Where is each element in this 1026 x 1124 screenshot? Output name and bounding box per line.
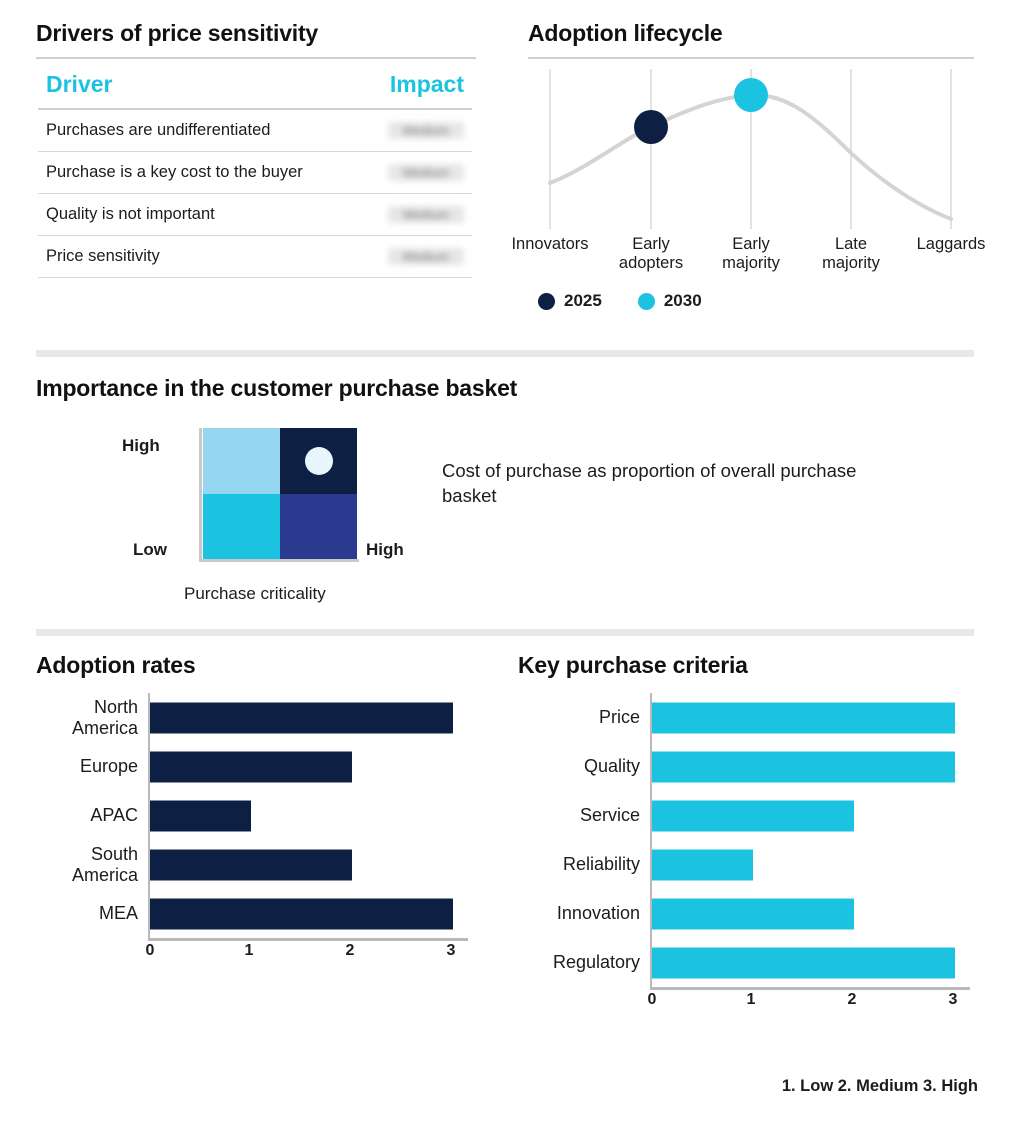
drivers-title-rule: [36, 57, 476, 59]
lifecycle-axis-labels: [511, 235, 986, 283]
bar-category-label: Europe: [79, 756, 138, 776]
bar-track: [148, 791, 468, 840]
criteria-scale-note: 1. Low 2. Medium 3. High: [781, 1077, 978, 1095]
bar-track: [148, 840, 468, 889]
legend-dot-icon: [638, 293, 655, 310]
marker-2025: [634, 110, 668, 144]
bar-fill: [652, 849, 753, 880]
drivers-title: Drivers of price sensitivity: [36, 20, 319, 46]
criteria-title: Key purchase criteria: [518, 652, 748, 678]
adoption-axis-scale: [145, 938, 468, 964]
bar-category-label: South America: [71, 843, 138, 885]
bar-track: [650, 742, 970, 791]
matrix-label-y-high: High: [122, 436, 160, 455]
drivers-section: [36, 20, 476, 278]
matrix-label-y-low: Low: [133, 540, 167, 559]
impact-value-blurred: Medium: [388, 248, 464, 265]
bar-row: [518, 742, 978, 791]
bar-category-label: Innovation: [556, 903, 640, 923]
bar-category-label: Reliability: [562, 854, 640, 874]
adoption-rates-section: [36, 652, 486, 964]
bar-row: [36, 742, 486, 791]
drivers-table: [38, 65, 472, 278]
bar-track: [650, 791, 970, 840]
bar-row: [518, 938, 978, 987]
bar-track: [650, 938, 970, 987]
bar-track: [148, 693, 468, 742]
impact-value-blurred: Medium: [388, 206, 464, 223]
axis-baseline: [650, 987, 970, 990]
criteria-chart: [518, 693, 978, 1013]
importance-section: [36, 375, 974, 628]
section-divider-bottom: [36, 629, 974, 636]
bar-fill: [652, 947, 955, 978]
legend-item-2030: [638, 291, 702, 311]
table-row: [38, 194, 472, 236]
adoption-lifecycle-section: [511, 20, 986, 311]
legend-label: 2030: [663, 291, 702, 310]
driver-cell: Price sensitivity: [38, 236, 361, 278]
axis-tick-label: 0: [145, 942, 155, 959]
bar-fill: [150, 849, 352, 880]
impact-cell: [361, 236, 472, 278]
axis-tick-label: 1: [244, 942, 254, 959]
matrix-label-x-high: High: [366, 540, 404, 559]
table-header-row: [38, 65, 472, 109]
axis-tick-label: 0: [647, 991, 657, 1008]
bar-row: [36, 791, 486, 840]
driver-cell: Purchase is a key cost to the buyer: [38, 152, 361, 194]
impact-cell: [361, 194, 472, 236]
adoption-axis: [36, 938, 486, 964]
matrix-y-axis: [199, 428, 202, 562]
bar-track: [650, 693, 970, 742]
lifecycle-title-rule: [528, 57, 974, 59]
importance-title: Importance in the customer purchase basket: [36, 375, 518, 401]
bar-category-label: APAC: [90, 805, 138, 825]
bar-fill: [652, 702, 955, 733]
matrix-cell-high-low: [203, 428, 280, 494]
column-header-impact: Impact: [361, 65, 472, 109]
column-header-driver: Driver: [38, 65, 361, 109]
lifecycle-label-late-majority: Late majority: [822, 235, 880, 272]
lifecycle-legend: [528, 291, 974, 311]
bar-category-label: North America: [71, 696, 138, 738]
impact-value-blurred: Medium: [388, 122, 464, 139]
bar-fill: [150, 702, 453, 733]
bar-fill: [150, 800, 251, 831]
table-row: [38, 109, 472, 152]
bar-fill: [150, 751, 352, 782]
matrix-cell-high-high: [280, 428, 357, 494]
bar-row: [518, 840, 978, 889]
axis-baseline: [148, 938, 468, 941]
legend-label: 2025: [564, 291, 602, 310]
bar-row: [518, 791, 978, 840]
axis-tick-label: 2: [847, 991, 857, 1008]
criteria-axis-scale: [647, 987, 970, 1013]
bar-fill: [150, 898, 453, 929]
matrix-marker-dot-icon: [305, 447, 333, 475]
bar-track: [148, 889, 468, 938]
bar-fill: [652, 800, 854, 831]
lifecycle-chart: [528, 63, 974, 235]
bar-row: [518, 889, 978, 938]
importance-note: Cost of purchase as proportion of overall purchase basket: [442, 460, 857, 506]
lifecycle-svg: [528, 63, 974, 235]
matrix-x-axis: [199, 559, 359, 562]
table-row: [38, 236, 472, 278]
importance-matrix-wrap: [36, 428, 974, 628]
bar-track: [650, 889, 970, 938]
matrix-x-axis-title: Purchase criticality: [184, 584, 326, 603]
bar-track: [148, 742, 468, 791]
adoption-rates-chart: [36, 693, 486, 964]
bar-category-label: Quality: [583, 756, 640, 776]
lifecycle-label-innovators: Innovators: [511, 235, 589, 253]
impact-cell: [361, 152, 472, 194]
bar-row: [518, 693, 978, 742]
axis-tick-label: 1: [746, 991, 756, 1008]
legend-item-2025: [538, 291, 602, 311]
legend-dot-icon: [538, 293, 555, 310]
table-row: [38, 152, 472, 194]
section-divider-top: [36, 350, 974, 357]
bar-row: [36, 693, 486, 742]
bar-category-label: Price: [598, 707, 640, 727]
bar-row: [36, 840, 486, 889]
lifecycle-title: Adoption lifecycle: [528, 20, 723, 46]
bar-row: [36, 889, 486, 938]
bar-fill: [652, 751, 955, 782]
lifecycle-label-early-majority: Early majority: [722, 235, 780, 272]
impact-cell: [361, 109, 472, 152]
axis-tick-label: 3: [948, 991, 958, 1008]
lifecycle-label-laggards: Laggards: [916, 235, 986, 253]
bar-fill: [652, 898, 854, 929]
criteria-axis: [518, 987, 978, 1013]
axis-tick-label: 3: [446, 942, 456, 959]
marker-2030: [734, 78, 768, 112]
adoption-rates-title: Adoption rates: [36, 652, 196, 678]
impact-value-blurred: Medium: [388, 164, 464, 181]
importance-matrix: [203, 428, 357, 559]
bar-track: [650, 840, 970, 889]
bar-category-label: MEA: [98, 903, 138, 923]
bar-category-label: Service: [579, 805, 640, 825]
bar-category-label: Regulatory: [552, 952, 640, 972]
driver-cell: Purchases are undifferentiated: [38, 109, 361, 152]
matrix-cell-low-low: [203, 494, 280, 560]
driver-cell: Quality is not important: [38, 194, 361, 236]
axis-tick-label: 2: [345, 942, 355, 959]
lifecycle-label-early-adopters: Early adopters: [618, 235, 684, 272]
key-purchase-criteria-section: [518, 652, 978, 1095]
matrix-cell-low-high: [280, 494, 357, 560]
